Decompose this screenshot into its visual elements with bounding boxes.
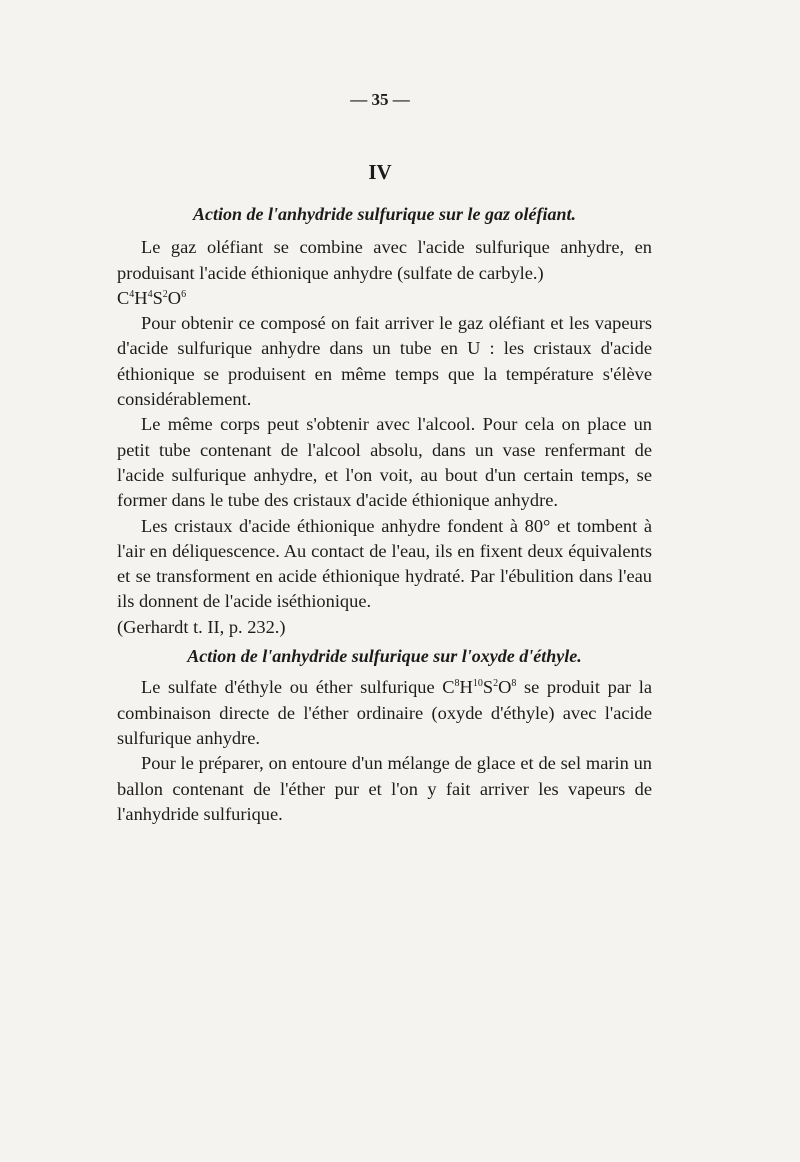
citation: (Gerhardt t. II, p. 232.) bbox=[117, 616, 286, 637]
paragraph-4: Les cristaux d'acide éthionique anhydre fondent à 80° et tombent à l'air en déliquescence. Au contact de l'eau, ils en fixent deux équivalents et se transforment en acide éthionique hydraté. Par l'ébulition dans l'eau ils donnent de l'acide iséthionique. bbox=[117, 515, 652, 612]
paragraph-1: Le gaz oléfiant se combine avec l'acide sulfurique anhydre, en produisant l'acide éthionique anhydre (sulfate de carbyle.) bbox=[117, 237, 652, 283]
page-number: — 35 — bbox=[350, 90, 410, 109]
paragraph-3: Le même corps peut s'obtenir avec l'alcool. Pour cela on place un petit tube contenant de l'alcool absolu, dans un vase renfermant de l'acide sulfurique anhydre, et l'on voit, au bout d'un certain temps, se former dans le tube des cristaux d'acide éthionique anhydre. bbox=[117, 414, 652, 511]
section-numeral: IV bbox=[368, 160, 392, 184]
body-text bbox=[117, 202, 652, 827]
heading-olefiant-gas: Action de l'anhydride sulfurique sur le gaz oléfiant. bbox=[192, 204, 577, 224]
formula-ethyl-sulfate: $C^8H^{10}S^2O^8$ bbox=[442, 677, 517, 698]
paragraph-2: Pour obtenir ce composé on fait arriver le gaz oléfiant et les vapeurs d'acide sulfurique anhydre dans un tube en U : les cristaux d'acide éthionique se produisent en même temps que la température s'élève considérablement. bbox=[117, 313, 652, 410]
paragraph-6: Pour le préparer, on entoure d'un mélange de glace et de sel marin un ballon contenant de l'éther pur et l'on y fait arriver les vapeurs de l'anhydride sulfurique. bbox=[117, 753, 652, 824]
paragraph-5: Le sulfate d'éthyle ou éther sulfurique $C^8H^{10}S^2O^8$ se produit par la combinaison directe de l'éther ordinaire (oxyde d'éthyle) avec l'acide sulfurique anhydre. bbox=[117, 677, 652, 748]
formula-carbyl-sulfate: $C^4H^4S^2O^6$ bbox=[117, 287, 187, 308]
heading-ethyl-oxide: Action de l'anhydride sulfurique sur l'oxyde d'éthyle. bbox=[187, 646, 582, 667]
